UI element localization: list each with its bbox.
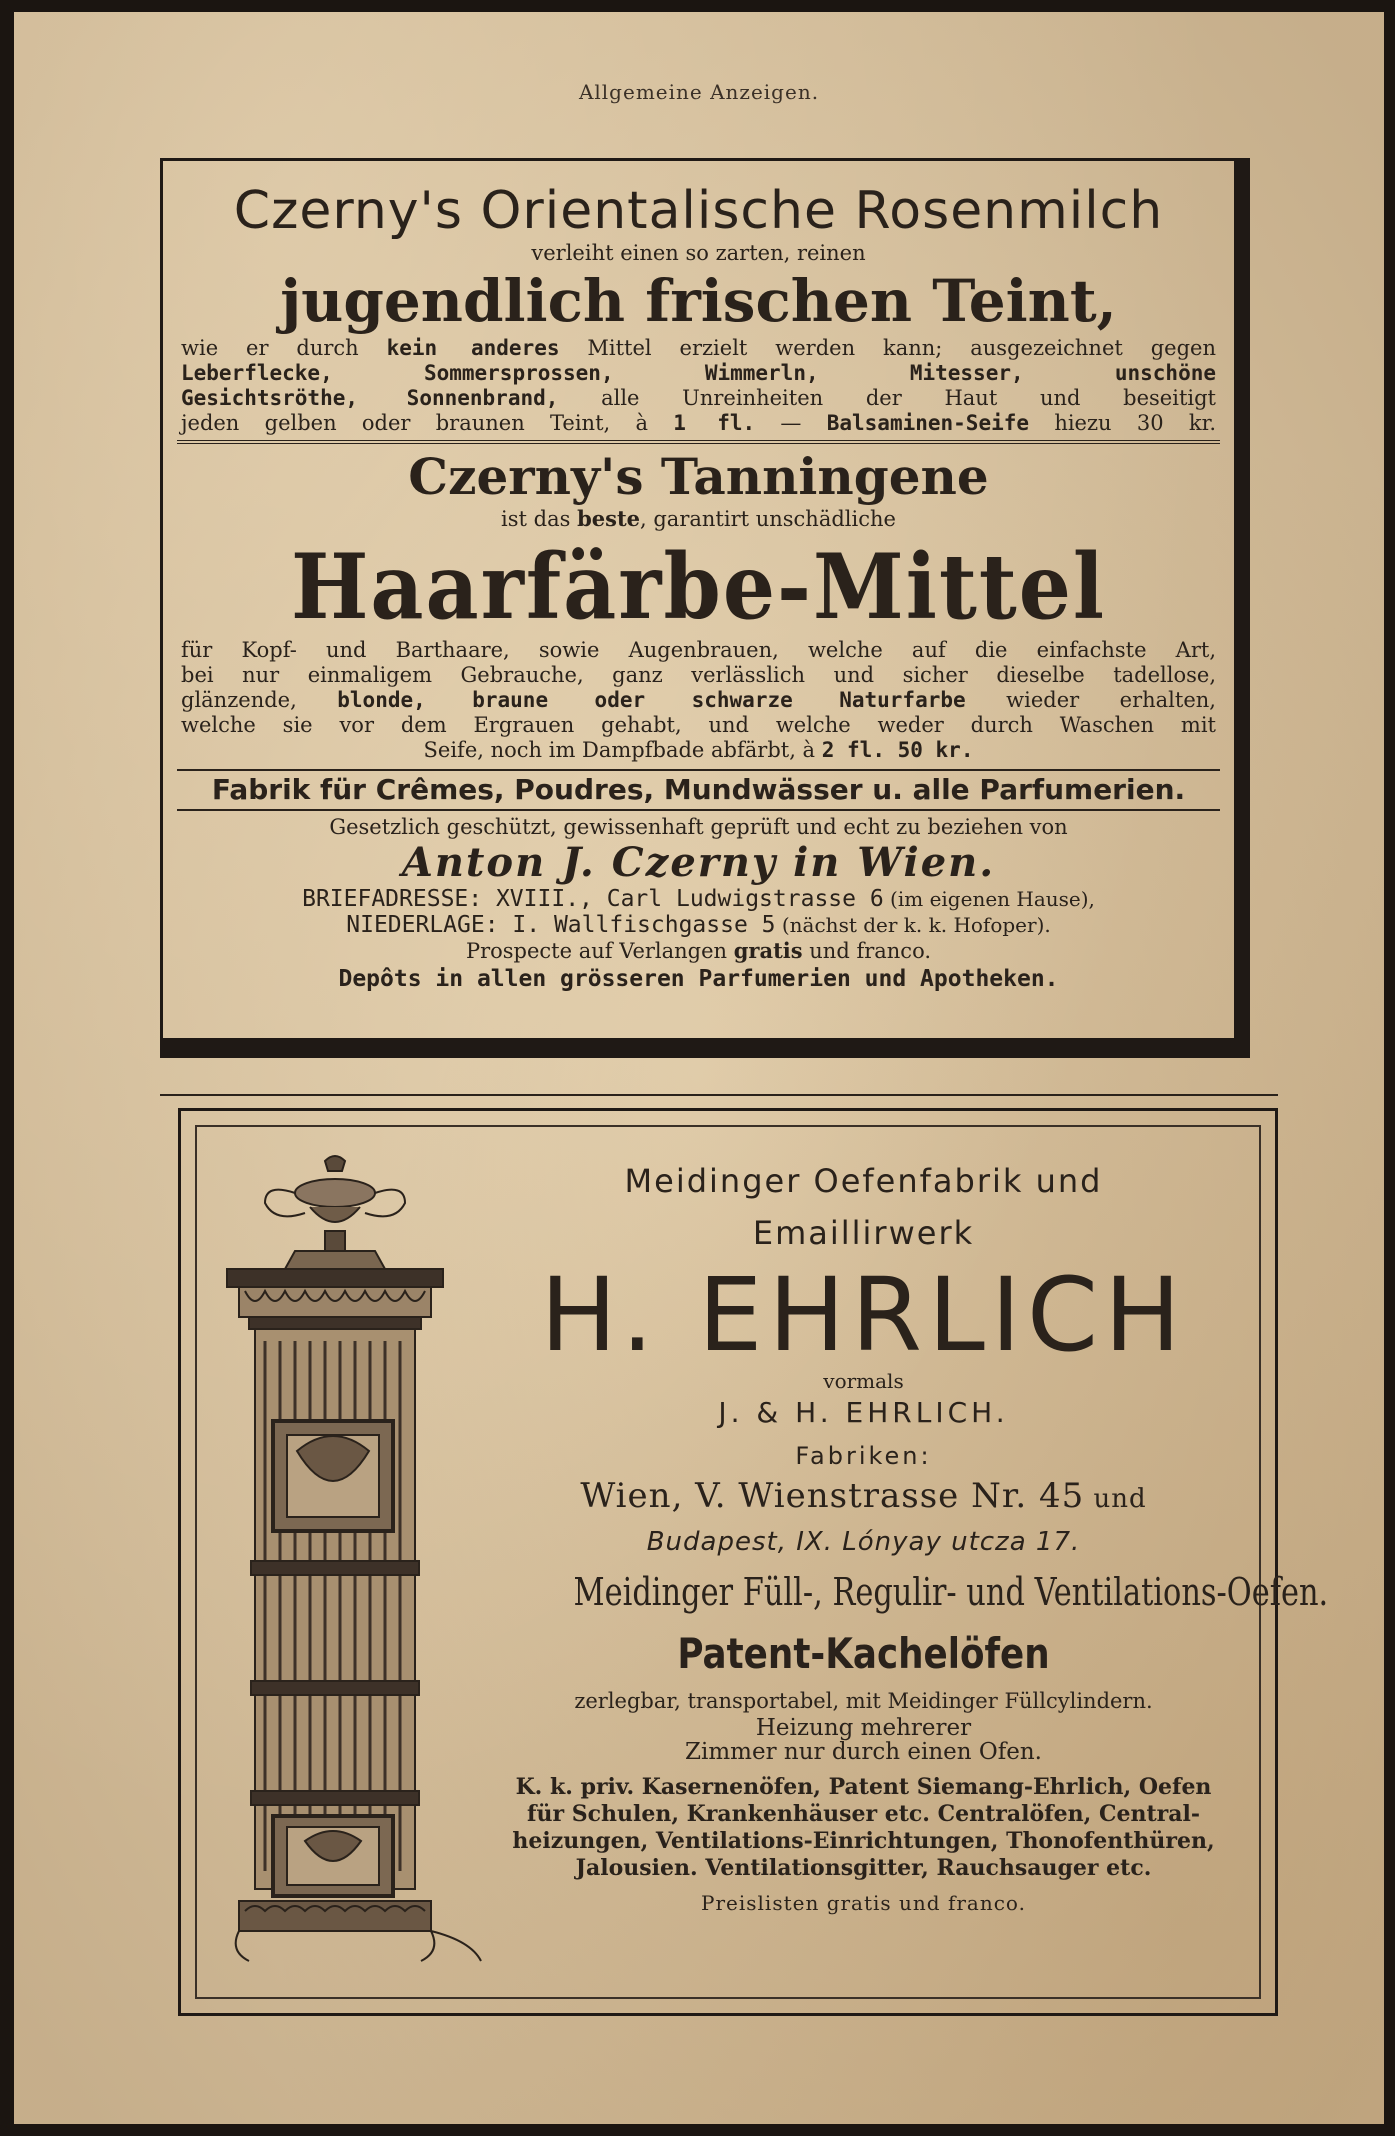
text-span: BRIEFADRESSE: XVIII., Carl Ludwigstrasse 6: [302, 886, 884, 912]
text-span: Balsaminen-Seife: [826, 411, 1030, 435]
czerny-advertisement: [160, 158, 1250, 1058]
patent-line: Patent-Kachelöfen: [677, 1629, 1050, 1678]
text-span: blonde, braune oder schwarze Naturfarbe: [337, 688, 966, 712]
text-span: 2 fl. 50 kr.: [821, 738, 974, 762]
rosenmilch-text: [181, 336, 1216, 436]
oefen-line: Meidinger Füll-, Regulir- und Ventilations-Oefen.: [573, 1570, 1329, 1614]
page: [14, 12, 1384, 2124]
text-span: wie er durch: [181, 336, 387, 360]
tanningene-title: Czerny's Tanningene: [408, 447, 989, 506]
ehrlich-text: [501, 1155, 1329, 1918]
products-text: [501, 1774, 1226, 1882]
text-span: wieder erhalten,: [965, 688, 1216, 712]
niederlage-address: [177, 912, 1220, 938]
text-span: kein anderes: [386, 336, 560, 360]
fraktur-headline: jugendlich frischen Teint,: [280, 267, 1117, 335]
text-span: welche sie vor dem Ergrauen gehabt, und welche weder durch Waschen mit: [181, 713, 1216, 737]
haarfaerbe-text: [181, 638, 1216, 738]
preislisten-line: Preislisten gratis und franco.: [701, 1891, 1026, 1915]
geschuetzt-line: Gesetzlich geschützt, gewissenhaft geprüft und echt zu beziehen von: [329, 815, 1068, 839]
text-span: für Kopf- und Barthaare, sowie Augenbrauen, welche auf die einfachste Art,: [181, 638, 1216, 662]
text-span: gratis: [733, 938, 803, 963]
text-span: Jalousien. Ventilationsgitter, Rauchsauger etc.: [575, 1855, 1152, 1881]
text-span: glänzende,: [181, 688, 338, 712]
zerlegbar-line: zerlegbar, transportabel, mit Meidinger Füllcylindern.: [574, 1689, 1153, 1713]
text-span: (nächst der k. k. Hofoper).: [775, 913, 1051, 937]
text-span: bei nur einmaligem Gebrauche, ganz verlässlich und sicher dieselbe tadellose,: [181, 663, 1216, 687]
rosenmilch-title: Czerny's Orientalische Rosenmilch: [233, 181, 1164, 241]
haarfaerbe-price: [177, 738, 1220, 763]
text-span: jeden gelben oder braunen Teint, à: [181, 411, 674, 435]
text-span: heizungen, Ventilations-Einrichtungen, Thonofenthüren,: [512, 1828, 1215, 1854]
page-header: Allgemeine Anzeigen.: [578, 80, 820, 104]
text-span: und franco.: [802, 939, 932, 963]
divider: [160, 1094, 1278, 1096]
text-span: K. k. priv. Kasernenöfen, Patent Siemang-Ehrlich, Oefen: [515, 1774, 1212, 1800]
fabriken-label: Fabriken:: [795, 1442, 932, 1470]
text-span: hiezu 30 kr.: [1029, 411, 1217, 435]
heizung-line-2: Zimmer nur durch einen Ofen.: [685, 1739, 1042, 1765]
text-span: für Schulen, Krankenhäuser etc. Centralöfen, Central-: [527, 1801, 1200, 1827]
text-span: Seife, noch im Dampfbade abfärbt, à: [423, 738, 822, 762]
former-name: J. & H. EHRLICH.: [718, 1396, 1009, 1429]
text-span: ist das: [501, 507, 578, 531]
text-span: und: [1084, 1484, 1147, 1514]
fabrik-line: Fabrik für Crêmes, Poudres, Mundwässer u. alle Parfumerien.: [177, 769, 1220, 811]
text-span: 1 fl.: [673, 411, 756, 435]
depots-line: Depôts in allen grösseren Parfumerien und Apotheken.: [338, 966, 1059, 992]
wien-address: [501, 1473, 1226, 1522]
budapest-address: Budapest, IX. Lónyay utcza 17.: [646, 1527, 1081, 1557]
emaillirwerk-line: Emaillirwerk: [752, 1214, 975, 1252]
haarfaerbe-headline: Haarfärbe-Mittel: [290, 534, 1107, 640]
text-span: Leberflecke, Sommersprossen, Wimmerln, Mitesser, unschöne: [181, 361, 1216, 385]
text-span: , garantirt unschädliche: [640, 507, 896, 531]
vormals-line: vormals: [823, 1369, 904, 1393]
heizung-line-1: Heizung mehrerer: [755, 1715, 972, 1741]
tanningene-subtitle: [177, 506, 1220, 532]
text-span: (im eigenen Hause),: [883, 887, 1095, 911]
text-span: Mittel erzielt werden kann; ausgezeichnet gegen: [559, 336, 1216, 360]
oefenfabrik-line: Meidinger Oefenfabrik und: [624, 1162, 1103, 1200]
brief-address: [177, 886, 1220, 912]
text-span: NIEDERLAGE: I. Wallfischgasse 5: [346, 912, 776, 938]
ehrlich-advertisement: [178, 1108, 1329, 2016]
text-span: alle Unreinheiten der Haut und beseitigt: [558, 386, 1216, 410]
text-span: Prospecte auf Verlangen: [465, 939, 734, 963]
company-name: H. EHRLICH: [540, 1256, 1187, 1375]
text-span: —: [755, 411, 827, 435]
text-span: Gesichtsröthe, Sonnenbrand,: [181, 386, 559, 410]
company-name: Anton J. Czerny in Wien.: [401, 839, 996, 886]
rosenmilch-subtitle: verleiht einen so zarten, reinen: [531, 241, 866, 265]
prospecte-line: [177, 938, 1220, 964]
divider: [177, 440, 1220, 444]
text-span: Wien, V. Wienstrasse Nr. 45: [580, 1476, 1085, 1516]
stove-illustration: [225, 1151, 485, 1971]
text-span: beste: [577, 506, 641, 531]
